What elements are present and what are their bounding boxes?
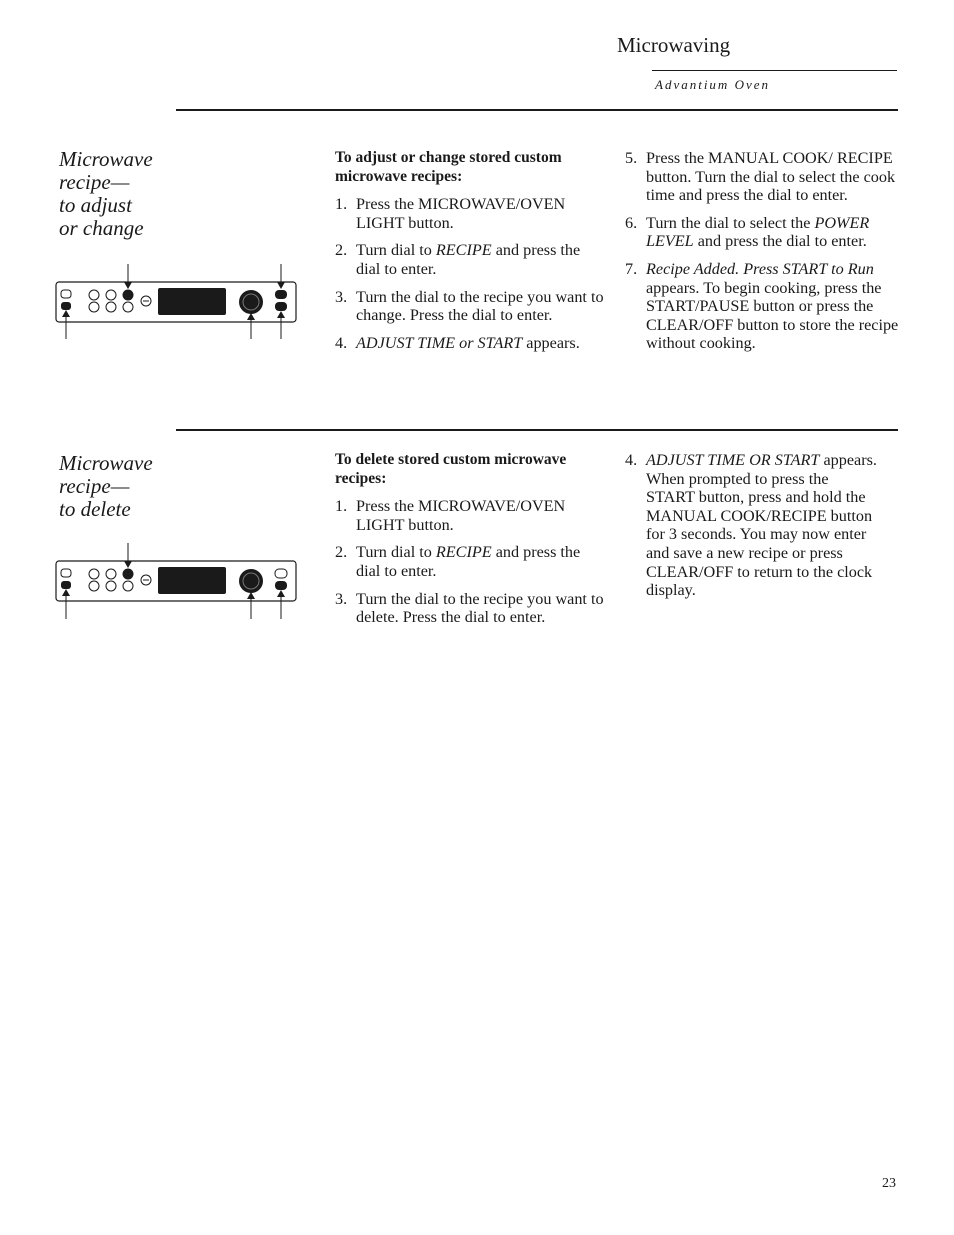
steps-list <box>625 149 900 353</box>
instructions-lead: To delete stored custom microwave recipes: <box>335 451 567 487</box>
step-number: 1. <box>335 497 348 516</box>
instructions-column-adjust-1 <box>335 149 605 361</box>
step-text: Press the MICROWAVE/OVEN LIGHT button. <box>356 497 566 534</box>
step-number: 5. <box>625 149 638 167</box>
control-panel-illustration <box>54 543 301 623</box>
step-item <box>625 149 900 205</box>
step-text: ADJUST TIME OR START appears. When prompted to press the START button, press and hold the MANUAL COOK/RECIPE button for 3 seconds. You may now enter and save a new recipe or press CLEAR/OFF to return to the clock display. <box>646 451 877 600</box>
step-number: 4. <box>335 333 348 352</box>
section-divider-delete <box>176 429 898 431</box>
step-item <box>335 543 605 580</box>
step-item <box>335 288 605 325</box>
step-number: 3. <box>335 287 348 306</box>
side-heading-line: Microwave <box>59 451 153 475</box>
section-subtitle: Advantium Oven <box>655 77 771 92</box>
section-title: Microwaving <box>617 33 731 57</box>
step-text: Turn the dial to the recipe you want to delete. Press the dial to enter. <box>356 589 604 627</box>
step-text: Recipe Added. Press START to Run appears. To begin cooking, press the START/PAUSE button or press the CLEAR/OFF button to store the recipe without cooking. <box>646 259 899 353</box>
step-text: Turn dial to RECIPE and press the dial to enter. <box>356 241 581 278</box>
step-number: 1. <box>335 195 348 214</box>
side-heading-line: or change <box>59 216 144 240</box>
step-number: 6. <box>625 213 638 232</box>
step-item <box>335 241 605 278</box>
step-number: 2. <box>335 241 348 260</box>
step-item <box>625 451 880 600</box>
step-text: Turn the dial to the recipe you want to change. Press the dial to enter. <box>356 287 604 325</box>
step-text: Turn dial to RECIPE and press the dial to enter. <box>356 543 581 580</box>
side-heading-line: to adjust <box>59 193 132 217</box>
step-number: 4. <box>625 451 638 469</box>
instructions-column-adjust-2 <box>625 149 900 362</box>
steps-list <box>335 195 605 352</box>
step-item <box>335 497 605 534</box>
step-number: 2. <box>335 543 348 562</box>
step-item <box>335 590 605 627</box>
step-item <box>335 334 605 353</box>
step-text: Press the MICROWAVE/OVEN LIGHT button. <box>356 195 566 232</box>
control-panel-diagram-adjust <box>54 262 301 342</box>
steps-list <box>625 451 880 600</box>
step-number: 3. <box>335 589 348 608</box>
step-text: ADJUST TIME or START appears. <box>356 333 580 352</box>
step-text: Press the MANUAL COOK/ RECIPE button. Turn the dial to select the cook time and press the dial to enter. <box>646 149 896 205</box>
step-item <box>625 260 900 353</box>
steps-list <box>335 497 605 627</box>
header-rule <box>652 70 897 71</box>
instructions-column-delete-1 <box>335 451 605 636</box>
instructions-column-delete-2 <box>625 451 880 609</box>
control-panel-diagram-delete <box>54 543 301 623</box>
instructions-lead: To adjust or change stored custom microwave recipes: <box>335 149 562 185</box>
side-heading-line: Microwave <box>59 147 153 171</box>
control-panel-illustration <box>54 262 301 342</box>
side-heading-line: recipe— <box>59 474 130 498</box>
side-heading-delete <box>59 452 153 521</box>
side-heading-adjust <box>59 148 153 240</box>
section-divider-adjust <box>176 109 898 111</box>
step-item <box>335 195 605 232</box>
side-heading-line: to delete <box>59 497 131 521</box>
step-item <box>625 214 900 251</box>
step-text: Turn the dial to select the POWER LEVEL and press the dial to enter. <box>646 213 870 251</box>
side-heading-line: recipe— <box>59 170 130 194</box>
page-number: 23 <box>882 1176 896 1191</box>
step-number: 7. <box>625 259 638 278</box>
